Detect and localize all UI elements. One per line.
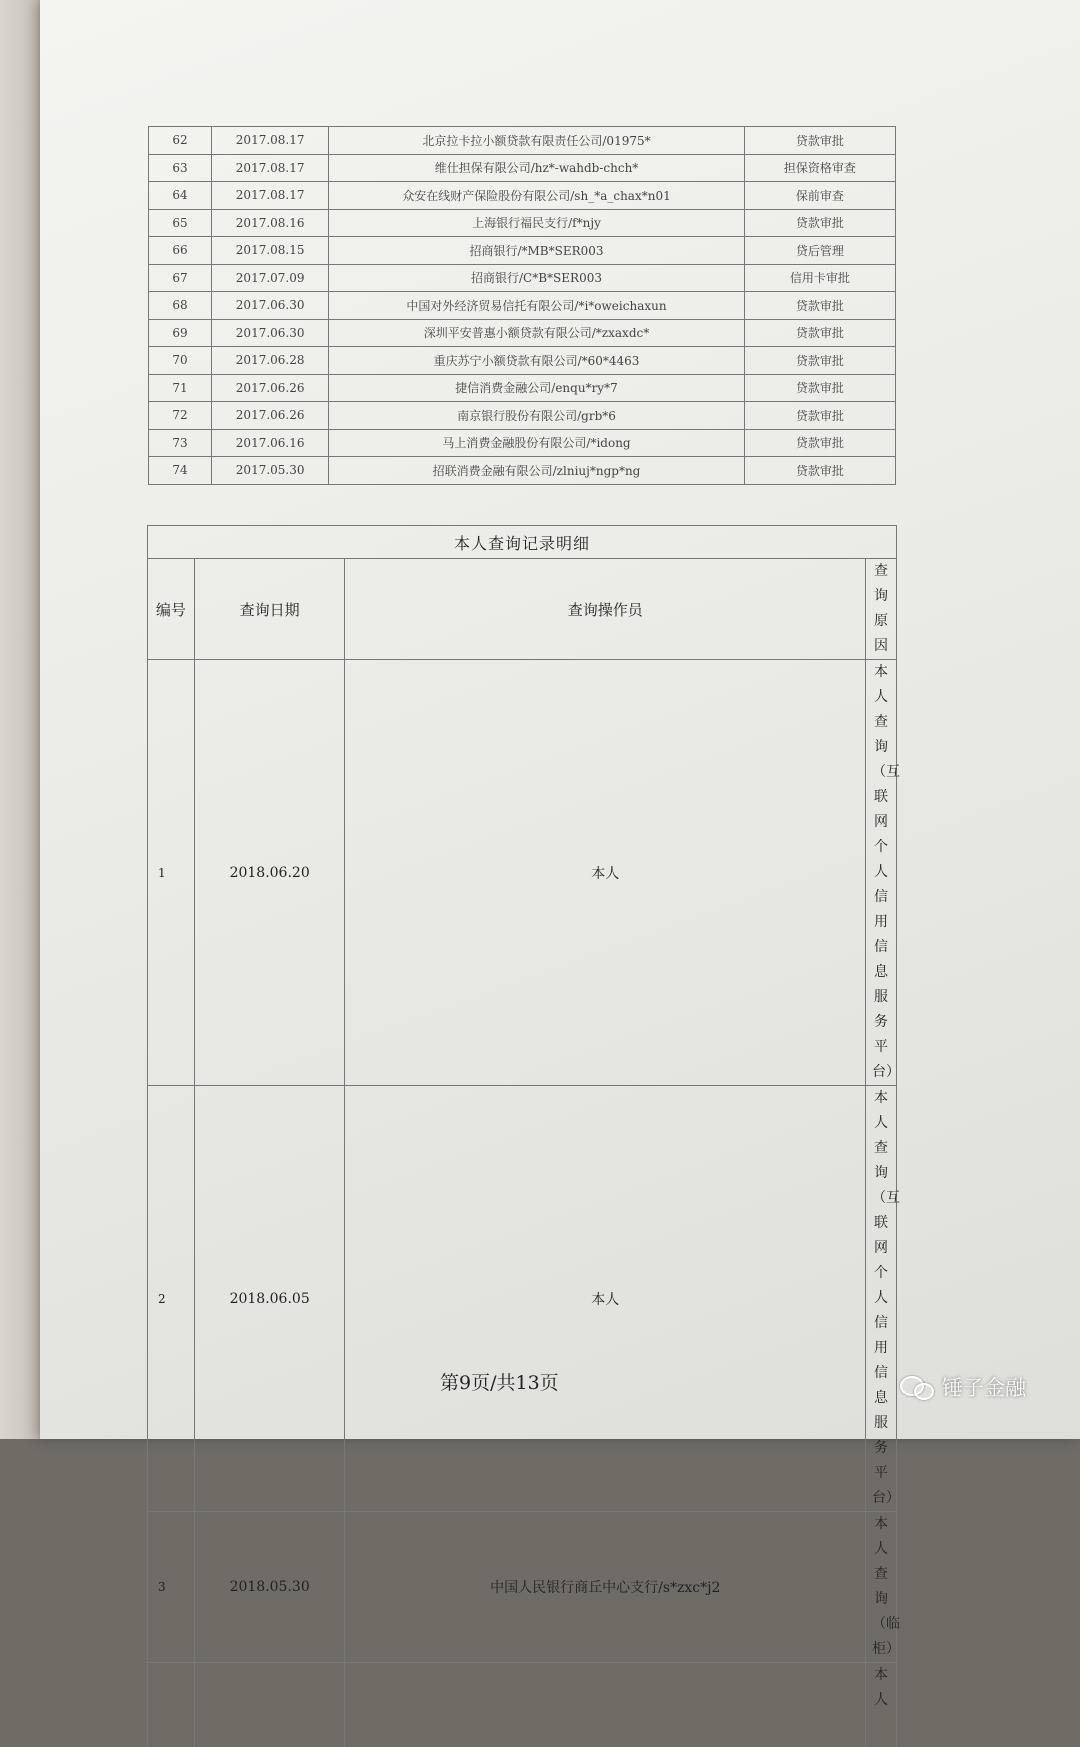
record-date: 2017.08.15 — [212, 237, 329, 265]
header-operator: 查询操作员 — [345, 559, 866, 660]
query-record-row — [149, 154, 896, 182]
self-query-header-row — [148, 559, 897, 660]
record-no: 69 — [149, 319, 212, 347]
record-date: 2017.07.09 — [212, 264, 329, 292]
record-date: 2017.06.26 — [212, 374, 329, 402]
row-no: 1 — [148, 660, 195, 1086]
record-reason: 贷款审批 — [744, 457, 895, 485]
record-date: 2017.06.26 — [212, 402, 329, 430]
record-date: 2017.08.16 — [212, 209, 329, 237]
record-org: 南京银行股份有限公司/grb*6 — [329, 402, 745, 430]
record-reason: 贷款审批 — [744, 402, 895, 430]
record-no: 72 — [149, 402, 212, 430]
query-record-row — [149, 264, 896, 292]
wechat-icon — [898, 1374, 936, 1400]
row-operator: 中国人民银行商丘中心支行/s*zxc*j2 — [345, 1512, 866, 1663]
row-operator: 本人 — [345, 1086, 866, 1512]
record-org: 中国对外经济贸易信托有限公司/*i*oweichaxun — [329, 292, 745, 320]
self-query-row — [148, 1663, 897, 1747]
record-reason: 担保资格审查 — [744, 154, 895, 182]
record-no: 70 — [149, 347, 212, 375]
self-query-table — [147, 525, 897, 1747]
row-reason: 本人查询（互联网个人信用信息服务平台） — [866, 660, 897, 1086]
watermark-text: 锤子金融 — [942, 1372, 1026, 1402]
record-no: 74 — [149, 457, 212, 485]
query-record-row — [149, 347, 896, 375]
record-reason: 保前审查 — [744, 182, 895, 210]
record-date: 2017.08.17 — [212, 154, 329, 182]
query-record-row — [149, 182, 896, 210]
row-date: 2018.06.05 — [194, 1086, 345, 1512]
query-record-row — [149, 374, 896, 402]
record-org: 马上消费金融股份有限公司/*idong — [329, 429, 745, 457]
record-org: 招商银行/C*B*SER003 — [329, 264, 745, 292]
record-reason: 贷后管理 — [744, 237, 895, 265]
query-record-row — [149, 402, 896, 430]
query-record-row — [149, 319, 896, 347]
record-org: 重庆苏宁小额贷款有限公司/*60*4463 — [329, 347, 745, 375]
record-org: 招商银行/*MB*SER003 — [329, 237, 745, 265]
record-org: 北京拉卡拉小额贷款有限责任公司/01975* — [329, 127, 745, 155]
record-date: 2017.06.16 — [212, 429, 329, 457]
row-no: 3 — [148, 1512, 195, 1663]
query-record-row — [149, 127, 896, 155]
header-date: 查询日期 — [194, 559, 345, 660]
row-date: 2018.05.30 — [194, 1512, 345, 1663]
record-no: 68 — [149, 292, 212, 320]
record-reason: 贷款审批 — [744, 347, 895, 375]
record-no: 67 — [149, 264, 212, 292]
row-reason: 本人查询（临柜） — [866, 1512, 897, 1663]
record-no: 71 — [149, 374, 212, 402]
watermark — [898, 1372, 1026, 1402]
row-operator — [345, 1663, 866, 1747]
self-query-title-row — [148, 526, 897, 559]
record-no: 62 — [149, 127, 212, 155]
query-record-row — [149, 429, 896, 457]
record-reason: 贷款审批 — [744, 374, 895, 402]
record-org: 众安在线财产保险股份有限公司/sh_*a_chax*n01 — [329, 182, 745, 210]
header-reason: 查询原因 — [866, 559, 897, 660]
query-record-row — [149, 237, 896, 265]
record-reason: 贷款审批 — [744, 429, 895, 457]
record-no: 73 — [149, 429, 212, 457]
query-record-row — [149, 209, 896, 237]
self-query-row — [148, 1086, 897, 1512]
record-date: 2017.06.28 — [212, 347, 329, 375]
query-records-table — [148, 126, 896, 485]
record-org: 招联消费金融有限公司/zlniuj*ngp*ng — [329, 457, 745, 485]
record-no: 65 — [149, 209, 212, 237]
query-record-row — [149, 457, 896, 485]
page-number: 第9页/共13页 — [440, 1368, 559, 1395]
self-query-row — [148, 660, 897, 1086]
record-reason: 贷款审批 — [744, 292, 895, 320]
record-date: 2017.06.30 — [212, 292, 329, 320]
record-date: 2017.08.17 — [212, 182, 329, 210]
row-reason: 本人 — [866, 1663, 897, 1747]
self-query-row — [148, 1512, 897, 1663]
row-no: 2 — [148, 1086, 195, 1512]
record-org: 深圳平安普惠小额贷款有限公司/*zxaxdc* — [329, 319, 745, 347]
record-date: 2017.08.17 — [212, 127, 329, 155]
row-date: 2018.06.20 — [194, 660, 345, 1086]
record-org: 捷信消费金融公司/enqu*ry*7 — [329, 374, 745, 402]
record-reason: 信用卡审批 — [744, 264, 895, 292]
self-query-title: 本人查询记录明细 — [148, 526, 897, 559]
record-no: 64 — [149, 182, 212, 210]
record-org: 维仕担保有限公司/hz*-wahdb-chch* — [329, 154, 745, 182]
row-operator: 本人 — [345, 660, 866, 1086]
record-org: 上海银行福民支行/f*njy — [329, 209, 745, 237]
record-no: 63 — [149, 154, 212, 182]
query-record-row — [149, 292, 896, 320]
record-reason: 贷款审批 — [744, 209, 895, 237]
header-no: 编号 — [148, 559, 195, 660]
record-no: 66 — [149, 237, 212, 265]
row-reason: 本人查询（互联网个人信用信息服务平台） — [866, 1086, 897, 1512]
record-reason: 贷款审批 — [744, 319, 895, 347]
record-date: 2017.05.30 — [212, 457, 329, 485]
record-reason: 贷款审批 — [744, 127, 895, 155]
row-no — [148, 1663, 195, 1747]
row-date — [194, 1663, 345, 1747]
record-date: 2017.06.30 — [212, 319, 329, 347]
